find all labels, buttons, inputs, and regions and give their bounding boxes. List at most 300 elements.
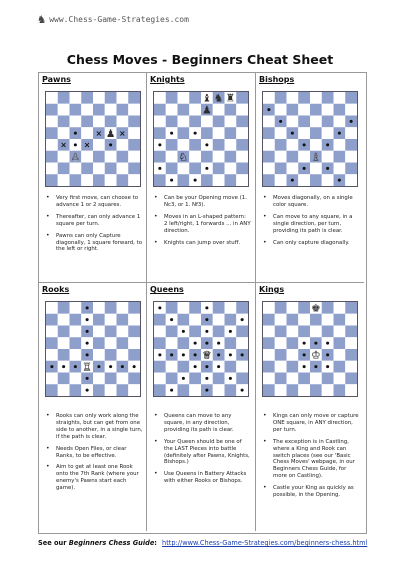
- board-square: [46, 116, 58, 128]
- board-square: [117, 373, 129, 385]
- board-square: [334, 151, 346, 163]
- board-square: [275, 373, 287, 385]
- move-dot-icon: [97, 365, 100, 368]
- board-square: [166, 337, 178, 349]
- bullet-item: • Moves diagonally, on a single color square.: [262, 195, 360, 209]
- board-square: [93, 151, 105, 163]
- board-square: [263, 116, 275, 128]
- board-square: [154, 337, 166, 349]
- black-pawn-icon: ♟: [105, 127, 116, 140]
- board-square: [93, 163, 105, 175]
- move-dot-icon: [158, 167, 161, 170]
- board-square: [275, 151, 287, 163]
- bullet-item: • Can be your Opening move (1. Nc3, or 1. Nf3).: [153, 195, 251, 209]
- board-square: [298, 151, 310, 163]
- board-square: [178, 127, 190, 139]
- board-square: [189, 163, 201, 175]
- section-title: Bishops: [259, 75, 295, 84]
- board-square: [70, 349, 82, 361]
- move-dot-icon: [74, 365, 77, 368]
- board-square: [189, 104, 201, 116]
- board-square: [128, 349, 140, 361]
- board-square: [310, 163, 322, 175]
- board-square: [166, 151, 178, 163]
- board-square: [189, 139, 201, 151]
- board-square: [46, 104, 58, 116]
- board-square: [263, 314, 275, 326]
- move-dot-icon: [170, 318, 173, 321]
- board-square: [46, 92, 58, 104]
- board-square: [81, 163, 93, 175]
- board-square: [178, 174, 190, 186]
- board-square: [275, 139, 287, 151]
- capture-x-icon: ×: [83, 140, 91, 150]
- board-square: [93, 373, 105, 385]
- move-dot-icon: [170, 353, 173, 356]
- board-square: [58, 349, 70, 361]
- board-square: [58, 337, 70, 349]
- black-knight-icon: ♞: [213, 92, 224, 105]
- board-square: [93, 302, 105, 314]
- chessboard: [262, 301, 358, 397]
- white-bishop-icon: ♗: [311, 151, 321, 164]
- board-square: [213, 326, 225, 338]
- board-square: [213, 127, 225, 139]
- move-dot-icon: [182, 377, 185, 380]
- move-dot-icon: [217, 353, 220, 356]
- footer-link[interactable]: http://www.Chess-Game-Strategies.com/beginners-chess.html: [162, 539, 368, 547]
- board-square: [46, 337, 58, 349]
- board-square: [117, 163, 129, 175]
- board-square: [189, 314, 201, 326]
- board-square: [310, 104, 322, 116]
- board-square: [225, 116, 237, 128]
- board-square: [345, 326, 357, 338]
- board-square: [58, 302, 70, 314]
- move-dot-icon: [170, 179, 173, 182]
- board-square: [225, 314, 237, 326]
- board-square: [287, 163, 299, 175]
- move-dot-icon: [326, 143, 329, 146]
- bullet-item: • Knights can jump over stuff.: [153, 240, 251, 247]
- board-square: [334, 337, 346, 349]
- board-square: [166, 302, 178, 314]
- board-square: [345, 337, 357, 349]
- board-square: [263, 139, 275, 151]
- board-square: [105, 384, 117, 396]
- board-square: [236, 116, 248, 128]
- board-square: [275, 163, 287, 175]
- board-square: [345, 104, 357, 116]
- board-square: [117, 104, 129, 116]
- move-dot-icon: [326, 167, 329, 170]
- board-square: [225, 127, 237, 139]
- board-square: [93, 92, 105, 104]
- board-square: [263, 361, 275, 373]
- board-square: [46, 384, 58, 396]
- board-square: [58, 116, 70, 128]
- board-square: [128, 337, 140, 349]
- board-square: [178, 302, 190, 314]
- board-square: [58, 163, 70, 175]
- board-square: [298, 127, 310, 139]
- board-square: [345, 384, 357, 396]
- site-url[interactable]: www.Chess-Game-Strategies.com: [49, 14, 189, 24]
- board-square: [154, 116, 166, 128]
- board-square: [322, 384, 334, 396]
- board-square: [334, 92, 346, 104]
- section-rooks: [39, 283, 147, 531]
- black-pawn-icon: ♟: [202, 104, 212, 117]
- page-title: Chess Moves - Beginners Cheat Sheet: [66, 52, 334, 67]
- board-square: [236, 326, 248, 338]
- board-square: [70, 116, 82, 128]
- board-square: [105, 373, 117, 385]
- move-dot-icon: [326, 342, 329, 345]
- board-square: [275, 127, 287, 139]
- site-header: [38, 14, 189, 24]
- board-square: [128, 163, 140, 175]
- board-square: [70, 92, 82, 104]
- board-square: [287, 314, 299, 326]
- board-square: [213, 151, 225, 163]
- board-square: [275, 384, 287, 396]
- move-dot-icon: [303, 353, 306, 356]
- board-square: [46, 139, 58, 151]
- bullet-item: • Castle your King as quickly as possible, in the Opening.: [262, 485, 360, 499]
- board-square: [334, 139, 346, 151]
- board-square: [322, 116, 334, 128]
- board-square: [322, 92, 334, 104]
- board-square: [275, 337, 287, 349]
- move-dot-icon: [338, 179, 341, 182]
- board-square: [287, 151, 299, 163]
- board-square: [345, 373, 357, 385]
- bullet-item: • Your Queen should be one of the LAST Pieces into battle (definitely after Pawns, Knights, Bishops.): [153, 439, 251, 467]
- board-square: [70, 104, 82, 116]
- board-square: [117, 174, 129, 186]
- board-square: [154, 373, 166, 385]
- chessboard: [153, 301, 249, 397]
- board-square: [334, 104, 346, 116]
- board-square: [128, 384, 140, 396]
- board-square: [70, 174, 82, 186]
- board-square: [310, 174, 322, 186]
- board-square: [93, 104, 105, 116]
- board-square: [58, 151, 70, 163]
- move-dot-icon: [86, 342, 89, 345]
- board-square: [236, 151, 248, 163]
- board-square: [117, 384, 129, 396]
- board-square: [58, 92, 70, 104]
- board-square: [58, 326, 70, 338]
- board-square: [105, 174, 117, 186]
- move-dot-icon: [194, 179, 197, 182]
- board-square: [93, 174, 105, 186]
- board-square: [117, 139, 129, 151]
- board-square: [46, 373, 58, 385]
- capture-x-icon: ×: [60, 140, 67, 150]
- move-dot-icon: [109, 143, 112, 146]
- board-square: [128, 127, 140, 139]
- board-square: [213, 373, 225, 385]
- bullet-item: • Use Queens in Battery Attacks with either Rooks or Bishops.: [153, 471, 251, 485]
- move-dot-icon: [133, 365, 136, 368]
- move-dot-icon: [170, 389, 173, 392]
- board-square: [345, 361, 357, 373]
- bullet-list: [45, 195, 143, 258]
- board-square: [287, 92, 299, 104]
- chessboard: [45, 91, 141, 187]
- move-dot-icon: [205, 318, 208, 321]
- section-title: Kings: [259, 285, 285, 294]
- board-square: [128, 104, 140, 116]
- section-title: Rooks: [42, 285, 70, 294]
- board-square: [213, 314, 225, 326]
- board-square: [154, 361, 166, 373]
- board-square: [105, 314, 117, 326]
- board-square: [298, 174, 310, 186]
- white-queen-icon: ♕: [202, 349, 212, 362]
- bullet-item: • Pawns can only Capture diagonally, 1 square forward, to the left or right.: [45, 233, 143, 254]
- board-square: [263, 384, 275, 396]
- board-square: [263, 337, 275, 349]
- board-square: [105, 92, 117, 104]
- section-title: Knights: [150, 75, 185, 84]
- board-square: [345, 127, 357, 139]
- board-square: [58, 373, 70, 385]
- board-square: [298, 326, 310, 338]
- board-square: [275, 314, 287, 326]
- move-dot-icon: [303, 143, 306, 146]
- board-square: [322, 104, 334, 116]
- board-square: [334, 116, 346, 128]
- board-square: [117, 314, 129, 326]
- board-square: [334, 163, 346, 175]
- board-square: [236, 174, 248, 186]
- board-square: [345, 139, 357, 151]
- board-square: [345, 151, 357, 163]
- move-dot-icon: [291, 179, 294, 182]
- board-square: [70, 302, 82, 314]
- board-square: [128, 92, 140, 104]
- board-square: [154, 104, 166, 116]
- board-square: [201, 151, 213, 163]
- board-square: [81, 174, 93, 186]
- move-dot-icon: [205, 365, 208, 368]
- section-kings: [256, 283, 364, 531]
- board-square: [263, 373, 275, 385]
- board-square: [225, 337, 237, 349]
- board-square: [201, 127, 213, 139]
- section-queens: [147, 283, 256, 531]
- board-square: [298, 104, 310, 116]
- board-square: [93, 139, 105, 151]
- board-square: [117, 302, 129, 314]
- board-square: [166, 139, 178, 151]
- board-square: [287, 337, 299, 349]
- board-square: [58, 384, 70, 396]
- board-square: [275, 361, 287, 373]
- move-dot-icon: [86, 330, 89, 333]
- board-square: [81, 92, 93, 104]
- board-square: [105, 337, 117, 349]
- move-dot-icon: [241, 318, 244, 321]
- board-square: [298, 302, 310, 314]
- section-title: Queens: [150, 285, 184, 294]
- board-square: [154, 127, 166, 139]
- board-square: [81, 116, 93, 128]
- board-square: [189, 302, 201, 314]
- move-dot-icon: [267, 108, 270, 111]
- board-square: [178, 116, 190, 128]
- board-square: [128, 314, 140, 326]
- move-dot-icon: [74, 132, 77, 135]
- board-square: [310, 127, 322, 139]
- board-square: [105, 104, 117, 116]
- bullet-item: • The exception is in Castling, where a King and Rook can switch places (see our 'Basic Chess Moves' webpage, in our Beginners Chess Guide, for more on Castling).: [262, 439, 360, 480]
- board-square: [70, 384, 82, 396]
- board-square: [46, 349, 58, 361]
- board-square: [322, 174, 334, 186]
- black-bishop-icon: ♝: [202, 92, 212, 105]
- board-square: [225, 139, 237, 151]
- board-square: [117, 337, 129, 349]
- board-square: [310, 373, 322, 385]
- bullet-item: • Queens can move to any square, in any direction, providing its path is clear.: [153, 413, 251, 434]
- chessboard: [45, 301, 141, 397]
- move-dot-icon: [86, 306, 89, 309]
- move-dot-icon: [326, 353, 329, 356]
- board-square: [58, 314, 70, 326]
- board-square: [154, 314, 166, 326]
- board-square: [46, 127, 58, 139]
- board-square: [275, 302, 287, 314]
- board-square: [345, 174, 357, 186]
- board-square: [189, 116, 201, 128]
- board-square: [345, 92, 357, 104]
- move-dot-icon: [86, 318, 89, 321]
- board-square: [166, 361, 178, 373]
- board-square: [236, 337, 248, 349]
- board-square: [46, 326, 58, 338]
- board-square: [70, 337, 82, 349]
- board-square: [70, 163, 82, 175]
- board-square: [310, 139, 322, 151]
- move-dot-icon: [205, 377, 208, 380]
- board-square: [322, 127, 334, 139]
- board-square: [225, 104, 237, 116]
- bullet-item: • Aim to get at least one Rook onto the 7th Rank (where your enemy's Pawns start each game).: [45, 464, 143, 492]
- board-square: [105, 151, 117, 163]
- board-square: [105, 349, 117, 361]
- board-square: [287, 326, 299, 338]
- board-square: [334, 302, 346, 314]
- board-square: [178, 361, 190, 373]
- board-square: [345, 349, 357, 361]
- move-dot-icon: [194, 342, 197, 345]
- board-square: [213, 139, 225, 151]
- board-square: [334, 314, 346, 326]
- board-square: [117, 116, 129, 128]
- bullet-list: [45, 413, 143, 497]
- board-square: [189, 326, 201, 338]
- board-square: [287, 373, 299, 385]
- chessboard: [262, 91, 358, 187]
- white-rook-icon: ♖: [82, 361, 92, 374]
- move-dot-icon: [109, 365, 112, 368]
- move-dot-icon: [229, 330, 232, 333]
- board-square: [166, 163, 178, 175]
- board-square: [236, 373, 248, 385]
- move-dot-icon: [205, 389, 208, 392]
- bullet-item: • Thereafter, can only advance 1 square per turn.: [45, 214, 143, 228]
- bullet-item: • Can only capture diagonally.: [262, 240, 360, 247]
- capture-x-icon: ×: [95, 128, 103, 138]
- bullet-item: • Kings can only move or capture ONE square, in ANY direction, per turn.: [262, 413, 360, 434]
- move-dot-icon: [326, 365, 329, 368]
- move-dot-icon: [74, 143, 77, 146]
- board-square: [201, 174, 213, 186]
- move-dot-icon: [205, 330, 208, 333]
- board-square: [334, 326, 346, 338]
- board-square: [275, 174, 287, 186]
- board-square: [93, 314, 105, 326]
- move-dot-icon: [291, 132, 294, 135]
- board-square: [287, 104, 299, 116]
- board-square: [70, 326, 82, 338]
- board-square: [189, 92, 201, 104]
- board-square: [93, 116, 105, 128]
- capture-x-icon: ×: [119, 128, 126, 138]
- move-dot-icon: [217, 342, 220, 345]
- move-dot-icon: [350, 120, 353, 123]
- board-square: [166, 92, 178, 104]
- board-square: [213, 104, 225, 116]
- board-square: [93, 337, 105, 349]
- board-square: [334, 361, 346, 373]
- move-dot-icon: [194, 132, 197, 135]
- bullet-item: • Can move to any square, in a single direction, per turn, providing its path is clear.: [262, 214, 360, 235]
- board-square: [213, 384, 225, 396]
- bullet-item: • Moves in an L-shaped pattern: 2 left/right, 1 forwards ... in ANY direction.: [153, 214, 251, 235]
- move-dot-icon: [121, 365, 124, 368]
- board-square: [189, 384, 201, 396]
- board-square: [93, 349, 105, 361]
- board-square: [298, 373, 310, 385]
- move-dot-icon: [217, 365, 220, 368]
- board-square: [236, 139, 248, 151]
- move-dot-icon: [158, 143, 161, 146]
- section-knights: [147, 73, 256, 283]
- board-square: [154, 174, 166, 186]
- board-square: [287, 116, 299, 128]
- board-square: [298, 116, 310, 128]
- board-square: [236, 361, 248, 373]
- move-dot-icon: [205, 342, 208, 345]
- board-square: [128, 302, 140, 314]
- board-square: [93, 384, 105, 396]
- board-square: [225, 174, 237, 186]
- board-square: [345, 314, 357, 326]
- move-dot-icon: [303, 365, 306, 368]
- board-square: [178, 314, 190, 326]
- board-square: [105, 326, 117, 338]
- board-square: [213, 163, 225, 175]
- board-square: [263, 302, 275, 314]
- board-square: [298, 384, 310, 396]
- board-square: [236, 302, 248, 314]
